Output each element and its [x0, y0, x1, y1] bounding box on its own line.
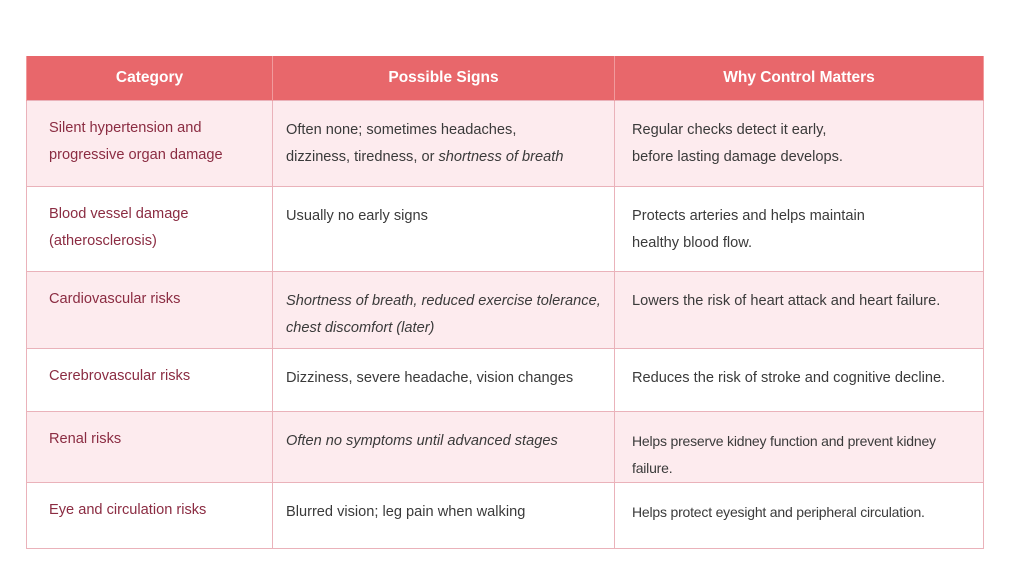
signs-text-line: dizziness, tiredness, or [286, 149, 439, 165]
table-body [27, 101, 984, 549]
why-cell [615, 412, 984, 483]
category-text-line: Blood vessel damage [49, 206, 189, 222]
signs-text-line: Shortness of breath, reduced exercise tolerance, [286, 293, 601, 309]
signs-cell [273, 349, 615, 412]
why-cell [615, 187, 984, 272]
category-cell [27, 272, 273, 349]
why-text-line: Helps preserve kidney function and prevent kidney failure. [632, 433, 936, 476]
category-cell [27, 412, 273, 483]
category-text-line: Cardiovascular risks [49, 291, 181, 307]
table-row [27, 412, 984, 483]
column-header-possible-signs: Possible Signs [273, 56, 615, 101]
why-cell [615, 349, 984, 412]
table-header [27, 56, 984, 101]
why-text-line: Regular checks detect it early, [632, 122, 827, 138]
signs-text-line: Often none; sometimes headaches, [286, 122, 517, 138]
signs-cell [273, 483, 615, 549]
why-cell [615, 483, 984, 549]
why-text-line: healthy blood flow. [632, 235, 753, 251]
signs-cell [273, 187, 615, 272]
category-text-line: (atherosclerosis) [49, 233, 157, 249]
category-text-line: Silent hypertension and [49, 120, 202, 136]
column-header-category: Category [27, 56, 273, 101]
signs-text-italic: shortness of breath [438, 149, 564, 165]
table-row [27, 483, 984, 549]
why-cell [615, 272, 984, 349]
hypertension-risk-table [26, 56, 984, 549]
category-cell [27, 187, 273, 272]
why-text-line: Lowers the risk of heart attack and heart failure. [632, 293, 941, 309]
category-cell [27, 101, 273, 187]
signs-text-line: Blurred vision; leg pain when walking [286, 504, 526, 520]
table-row [27, 349, 984, 412]
why-text-line: Reduces the risk of stroke and cognitive decline. [632, 370, 946, 386]
signs-text-line: Often no symptoms until advanced stages [286, 433, 558, 449]
signs-text-line: Dizziness, severe headache, vision changes [286, 370, 574, 386]
why-cell [615, 101, 984, 187]
why-text-line: before lasting damage develops. [632, 149, 843, 165]
signs-cell [273, 272, 615, 349]
hypertension-risk-table-container [26, 56, 983, 549]
header-row [27, 56, 984, 101]
column-header-why-control-matters: Why Control Matters [615, 56, 984, 101]
why-text-line: Protects arteries and helps maintain [632, 208, 865, 224]
category-text-line: Cerebrovascular risks [49, 368, 191, 384]
category-text-line: progressive organ damage [49, 147, 223, 163]
table-row [27, 101, 984, 187]
category-cell [27, 483, 273, 549]
signs-text-line: chest discomfort (later) [286, 320, 435, 336]
table-row [27, 272, 984, 349]
why-text-line: Helps protect eyesight and peripheral circulation. [632, 504, 925, 520]
category-text-line: Eye and circulation risks [49, 502, 207, 518]
signs-cell [273, 101, 615, 187]
category-text-line: Renal risks [49, 431, 122, 447]
category-cell [27, 349, 273, 412]
signs-cell [273, 412, 615, 483]
signs-text-line: Usually no early signs [286, 208, 428, 224]
table-row [27, 187, 984, 272]
